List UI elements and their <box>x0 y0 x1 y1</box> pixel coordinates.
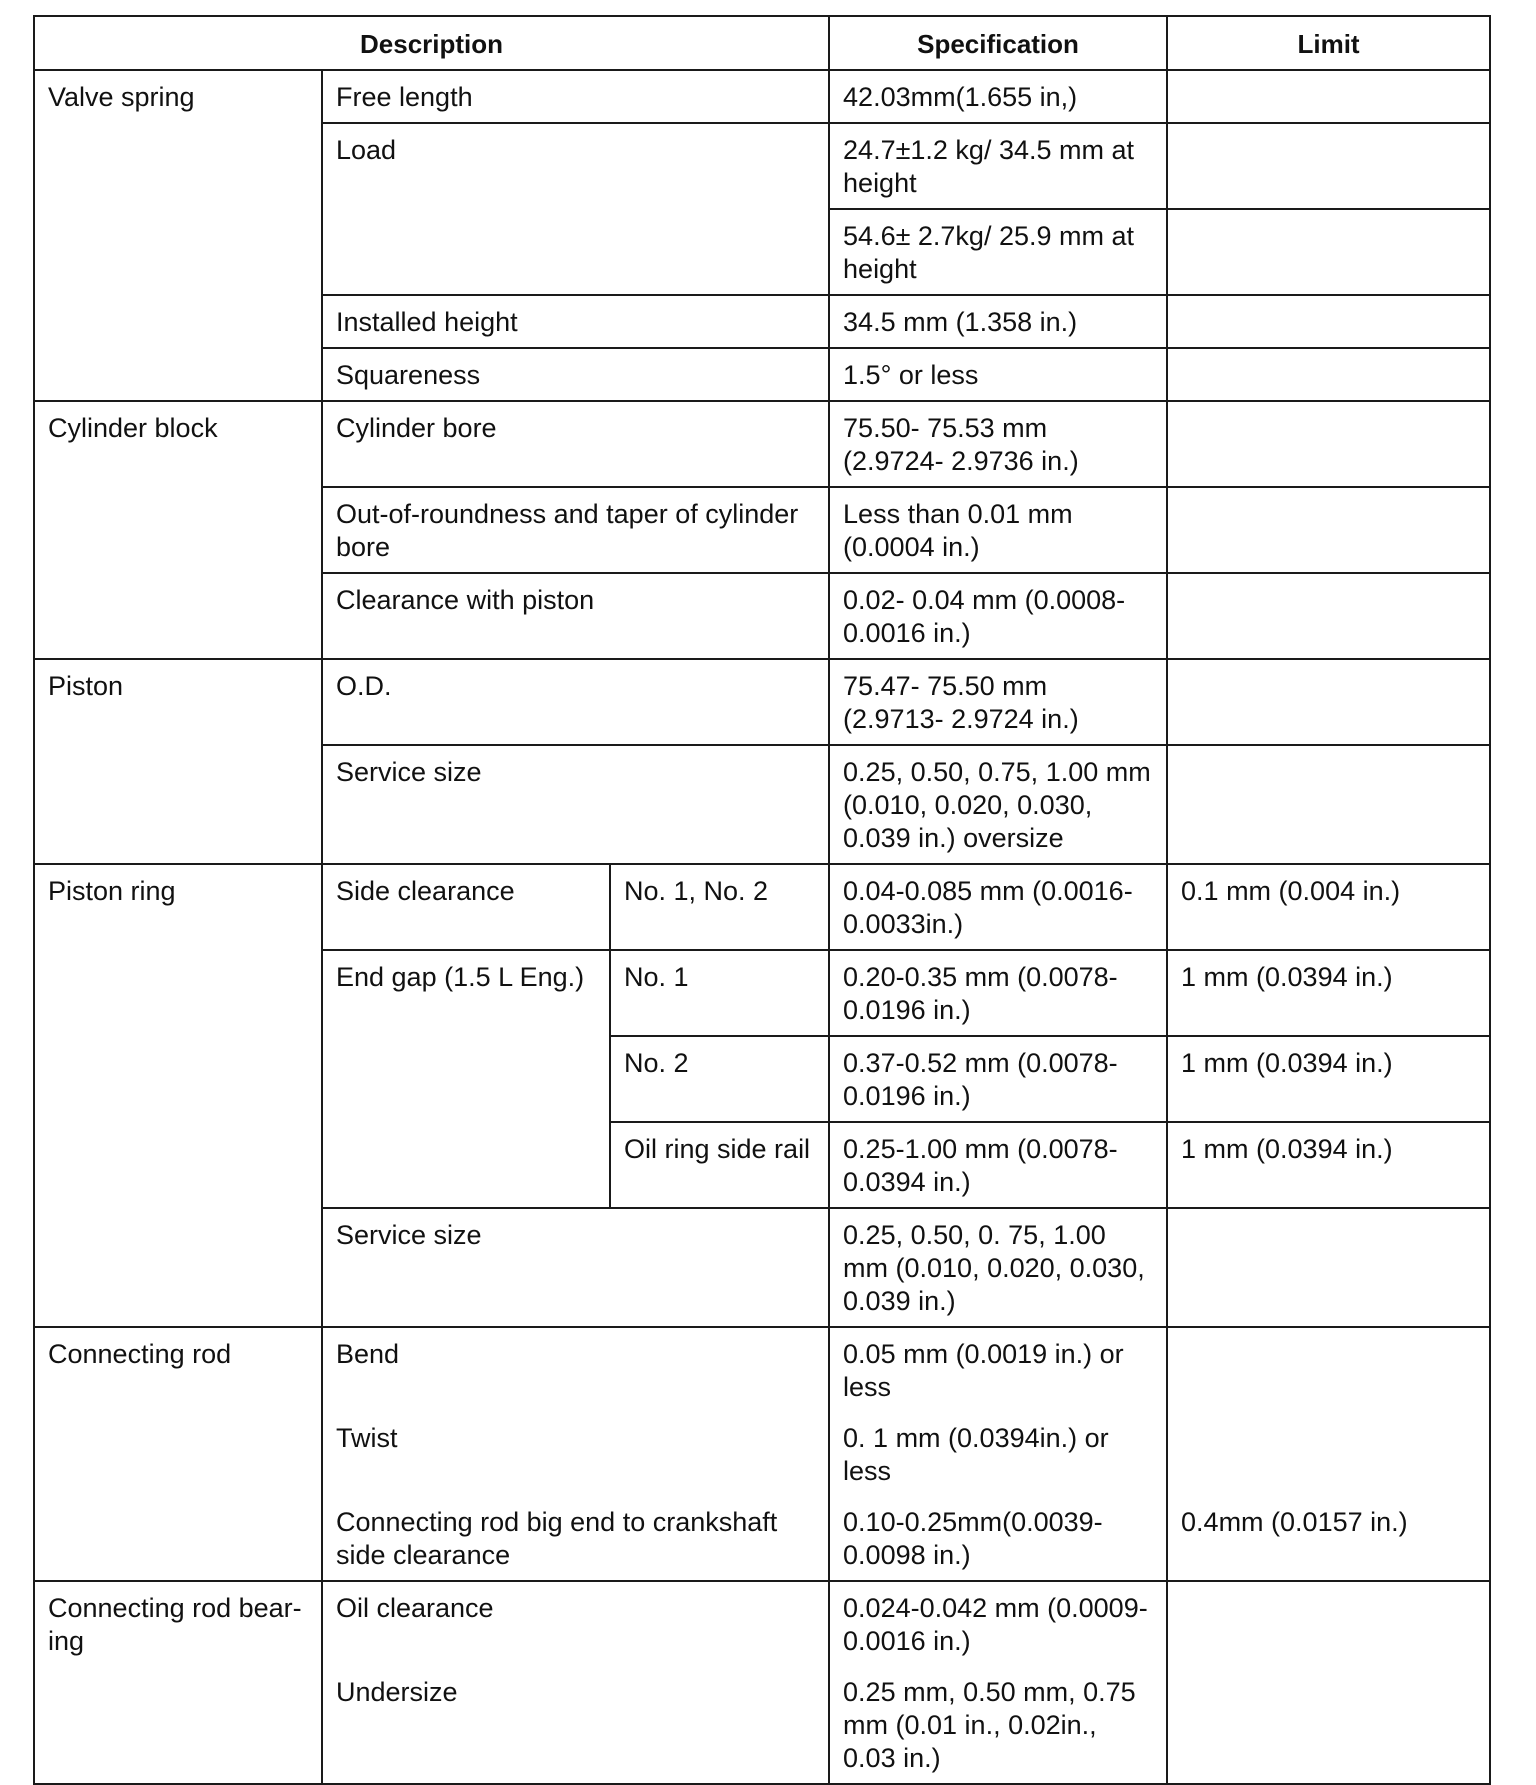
header-limit: Limit <box>1167 16 1490 70</box>
sub-end-gap-no1: No. 1 <box>610 950 829 1036</box>
item-bend: Bend <box>322 1327 829 1412</box>
limit-cell <box>1167 70 1490 123</box>
spec-undersize: 0.25 mm, 0.50 mm, 0.75 mm (0.01 in., 0.02in., 0.03 in.) <box>829 1666 1167 1784</box>
spec-big-end-clearance: 0.10-0.25mm(0.0039- 0.0098 in.) <box>829 1496 1167 1581</box>
limit-cell <box>1167 209 1490 295</box>
item-piston-service-size: Service size <box>322 745 829 864</box>
spec-piston-service-size: 0.25, 0.50, 0.75, 1.00 mm (0.010, 0.020, 0.030, 0.039 in.) oversize <box>829 745 1167 864</box>
limit-side-clearance: 0.1 mm (0.004 in.) <box>1167 864 1490 950</box>
item-twist: Twist <box>322 1412 829 1496</box>
group-piston: Piston <box>34 659 322 864</box>
limit-cell <box>1167 1327 1490 1412</box>
spec-free-length: 42.03mm(1.655 in,) <box>829 70 1167 123</box>
limit-cell <box>1167 123 1490 209</box>
specification-table <box>33 15 1491 1785</box>
limit-cell <box>1167 348 1490 401</box>
limit-cell <box>1167 487 1490 573</box>
spec-out-of-roundness: Less than 0.01 mm (0.0004 in.) <box>829 487 1167 573</box>
item-installed-height: Installed height <box>322 295 829 348</box>
item-undersize: Undersize <box>322 1666 829 1784</box>
limit-end-gap-no1: 1 mm (0.0394 in.) <box>1167 950 1490 1036</box>
group-valve-spring: Valve spring <box>34 70 322 401</box>
header-description: Description <box>34 16 829 70</box>
spec-load-2: 54.6± 2.7kg/ 25.9 mm at height <box>829 209 1167 295</box>
sub-end-gap-no2: No. 2 <box>610 1036 829 1122</box>
spec-oil-clearance: 0.024-0.042 mm (0.0009-0.0016 in.) <box>829 1581 1167 1666</box>
spec-piston-od: 75.47- 75.50 mm (2.9713- 2.9724 in.) <box>829 659 1167 745</box>
group-rod-bearing: Connecting rod bear- ing <box>34 1581 322 1784</box>
spec-end-gap-no1: 0.20-0.35 mm (0.0078- 0.0196 in.) <box>829 950 1167 1036</box>
limit-cell <box>1167 659 1490 745</box>
limit-end-gap-no2: 1 mm (0.0394 in.) <box>1167 1036 1490 1122</box>
header-row <box>34 16 1490 70</box>
item-clearance-with-piston: Clearance with piston <box>322 573 829 659</box>
table-row <box>34 864 1490 950</box>
spec-bend: 0.05 mm (0.0019 in.) or less <box>829 1327 1167 1412</box>
group-piston-ring: Piston ring <box>34 864 322 1327</box>
table-row <box>34 1327 1490 1412</box>
spec-installed-height: 34.5 mm (1.358 in.) <box>829 295 1167 348</box>
sub-end-gap-oil: Oil ring side rail <box>610 1122 829 1208</box>
item-load: Load <box>322 123 829 295</box>
spec-cylinder-bore: 75.50- 75.53 mm (2.9724- 2.9736 in.) <box>829 401 1167 487</box>
header-specification: Specification <box>829 16 1167 70</box>
table-row <box>34 659 1490 745</box>
table-row <box>34 401 1490 487</box>
limit-cell <box>1167 295 1490 348</box>
table-row <box>34 1581 1490 1666</box>
item-out-of-roundness: Out-of-roundness and taper of cylinder bore <box>322 487 829 573</box>
spec-end-gap-no2: 0.37-0.52 mm (0.0078- 0.0196 in.) <box>829 1036 1167 1122</box>
item-big-end-clearance: Connecting rod big end to crankshaft side clearance <box>322 1496 829 1581</box>
item-squareness: Squareness <box>322 348 829 401</box>
group-connecting-rod: Connecting rod <box>34 1327 322 1581</box>
item-cylinder-bore: Cylinder bore <box>322 401 829 487</box>
sub-side-clearance: No. 1, No. 2 <box>610 864 829 950</box>
limit-cell <box>1167 573 1490 659</box>
limit-cell <box>1167 1412 1490 1496</box>
item-ring-service-size: Service size <box>322 1208 829 1327</box>
item-side-clearance: Side clearance <box>322 864 610 950</box>
limit-cell <box>1167 1208 1490 1327</box>
spec-squareness: 1.5° or less <box>829 348 1167 401</box>
table-row <box>34 70 1490 123</box>
limit-end-gap-oil: 1 mm (0.0394 in.) <box>1167 1122 1490 1208</box>
spec-load-1: 24.7±1.2 kg/ 34.5 mm at height <box>829 123 1167 209</box>
spec-side-clearance: 0.04-0.085 mm (0.0016- 0.0033in.) <box>829 864 1167 950</box>
limit-big-end-clearance: 0.4mm (0.0157 in.) <box>1167 1496 1490 1581</box>
item-end-gap: End gap (1.5 L Eng.) <box>322 950 610 1208</box>
limit-cell <box>1167 1581 1490 1784</box>
limit-cell <box>1167 401 1490 487</box>
spec-twist: 0. 1 mm (0.0394in.) or less <box>829 1412 1167 1496</box>
item-oil-clearance: Oil clearance <box>322 1581 829 1666</box>
spec-ring-service-size: 0.25, 0.50, 0. 75, 1.00 mm (0.010, 0.020, 0.030, 0.039 in.) <box>829 1208 1167 1327</box>
item-free-length: Free length <box>322 70 829 123</box>
group-cylinder-block: Cylinder block <box>34 401 322 659</box>
limit-cell <box>1167 745 1490 864</box>
spec-end-gap-oil: 0.25-1.00 mm (0.0078- 0.0394 in.) <box>829 1122 1167 1208</box>
item-piston-od: O.D. <box>322 659 829 745</box>
spec-clearance-with-piston: 0.02- 0.04 mm (0.0008- 0.0016 in.) <box>829 573 1167 659</box>
